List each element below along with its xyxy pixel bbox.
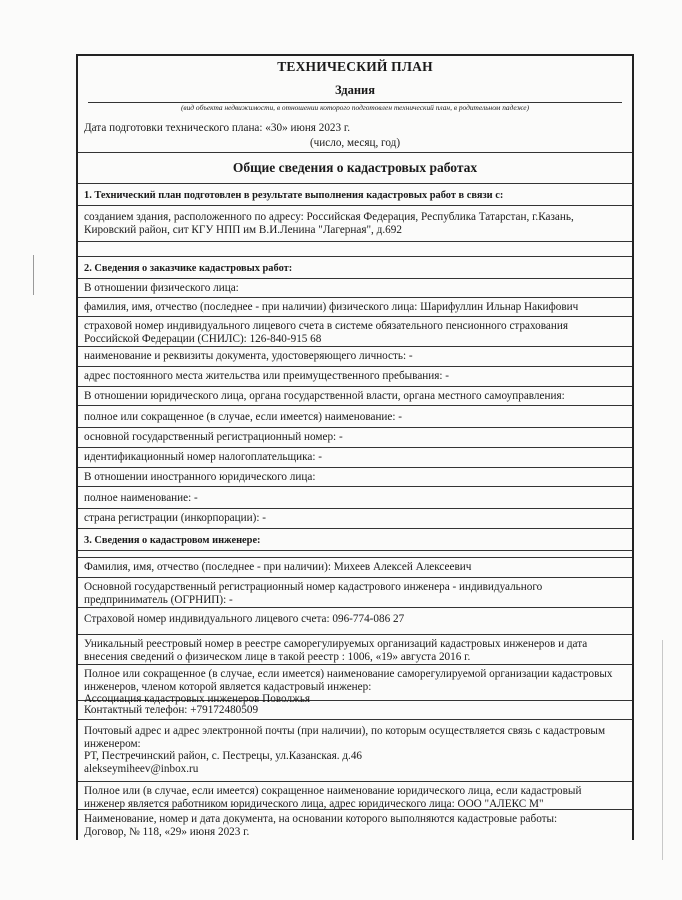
s3-contract	[78, 810, 632, 840]
s2-inn: идентификационный номер налогоплательщика: -	[78, 448, 632, 468]
s3-sro	[78, 665, 632, 706]
s3-ogrnip-line2: предприниматель (ОГРНИП): -	[84, 593, 233, 606]
s3-fio: Фамилия, имя, отчество (последнее - при наличии): Михеев Алексей Алексеевич	[78, 558, 632, 578]
s2-full-name: полное наименование: -	[78, 487, 632, 509]
s3-contract-line1: Наименование, номер и дата документа, на основании которого выполняются кадастровые работы:	[84, 813, 558, 825]
s3-ogrnip	[78, 578, 632, 608]
s2-legal-name: полное или сокращенное (в случае, если имеется) наименование: -	[78, 406, 632, 428]
prep-date: Дата подготовки технического плана: «30» июня 2023 г.	[84, 122, 351, 134]
s3-registry-line2: внесения сведений о физическом лице в такой реестр : 1006, «19» августа 2016 г.	[84, 650, 471, 663]
s1-reason	[78, 206, 632, 242]
s2-snils-line1: страховой номер индивидуального лицевого счета в системе обязательного пенсионного страхования	[84, 320, 568, 332]
doc-title: ТЕХНИЧЕСКИЙ ПЛАН	[277, 59, 433, 74]
s2-foreign: В отношении иностранного юридического лица:	[78, 468, 632, 487]
technical-plan-sheet	[76, 54, 634, 840]
s3-email: alekseymiheev@inbox.ru	[84, 762, 199, 775]
s3-phone: Контактный телефон: +79172480509	[78, 701, 632, 720]
s3-address-line2: инженером:	[84, 737, 141, 750]
object-type-note: (вид объекта недвижимости, в отношении которого подготовлен технический план, в родительном падеже)	[88, 102, 622, 114]
s2-snils-line2: Российской Федерации (СНИЛС): 126-840-915 68	[84, 332, 322, 345]
s1-reason-line1: созданием здания, расположенного по адресу: Российская Федерация, Республика Татарстан, г.Казань,	[84, 211, 574, 223]
s2-id-doc: наименование и реквизиты документа, удостоверяющего личность: -	[78, 347, 632, 367]
s3-contract-line2: Договор, № 118, «29» июня 2023 г.	[84, 825, 250, 838]
s2-country: страна регистрации (инкорпорации): -	[78, 509, 632, 529]
scan-artifact-left	[33, 255, 34, 295]
s3-sro-line2: инженеров, членом которой является кадастровый инженер:	[84, 680, 372, 693]
object-type: Здания	[334, 83, 376, 97]
s3-address	[78, 720, 632, 782]
s2-title: 2. Сведения о заказчике кадастровых работ:	[78, 257, 632, 279]
date-note: (число, месяц, год)	[78, 133, 632, 153]
s3-title: 3. Сведения о кадастровом инженере:	[78, 529, 632, 551]
scan-artifact-right	[662, 640, 663, 860]
section-heading: Общие сведения о кадастровых работах	[78, 153, 632, 184]
s3-sro-line3: Ассоциация кадастровых инженеров Поволжья	[84, 693, 311, 706]
s2-snils	[78, 317, 632, 347]
s2-residence: адрес постоянного места жительства или преимущественного пребывания: -	[78, 367, 632, 387]
s1-reason-line2: Кировский район, сит КГУ НПП им В.И.Ленина "Лагерная", д.692	[84, 223, 402, 236]
s1-title: 1. Технический план подготовлен в результате выполнения кадастровых работ в связи с:	[78, 184, 632, 206]
s2-individual: В отношении физического лица:	[78, 279, 632, 298]
spacer-row	[78, 242, 632, 257]
s2-fio: фамилия, имя, отчество (последнее - при наличии) физического лица: Шарифуллин Ильнар Накифович	[78, 298, 632, 317]
spacer-row-2	[78, 551, 632, 558]
s3-registry	[78, 635, 632, 665]
s2-ogrn: основной государственный регистрационный номер: -	[78, 428, 632, 448]
s3-address-line1: Почтовый адрес и адрес электронной почты (при наличии), по которым осуществляется связь с кадастровым	[84, 725, 606, 737]
s3-snils: Страховой номер индивидуального лицевого счета: 096-774-086 27	[78, 608, 632, 635]
s3-registry-line1: Уникальный реестровый номер в реестре саморегулируемых организаций кадастровых инженеров и дата	[84, 638, 588, 650]
s2-legal: В отношении юридического лица, органа государственной власти, органа местного самоуправления:	[78, 387, 632, 406]
s3-organization-line1: Полное или (в случае, если имеется) сокращенное наименование юридического лица, если кадастровый	[84, 785, 582, 797]
s3-ogrnip-line1: Основной государственный регистрационный номер кадастрового инженера - индивидуального	[84, 581, 543, 593]
s3-organization	[78, 782, 632, 810]
s3-sro-line1: Полное или сокращенное (в случае, если имеется) наименование саморегулируемой организации кадастровых	[84, 668, 613, 680]
s3-address-line3: РТ, Пестречинский район, с. Пестрецы, ул.Казанская. д.46	[84, 750, 363, 763]
s3-organization-line2: инженер является работником юридического лица, адрес юридического лица: ООО "АЛЕКС М"	[84, 797, 544, 810]
